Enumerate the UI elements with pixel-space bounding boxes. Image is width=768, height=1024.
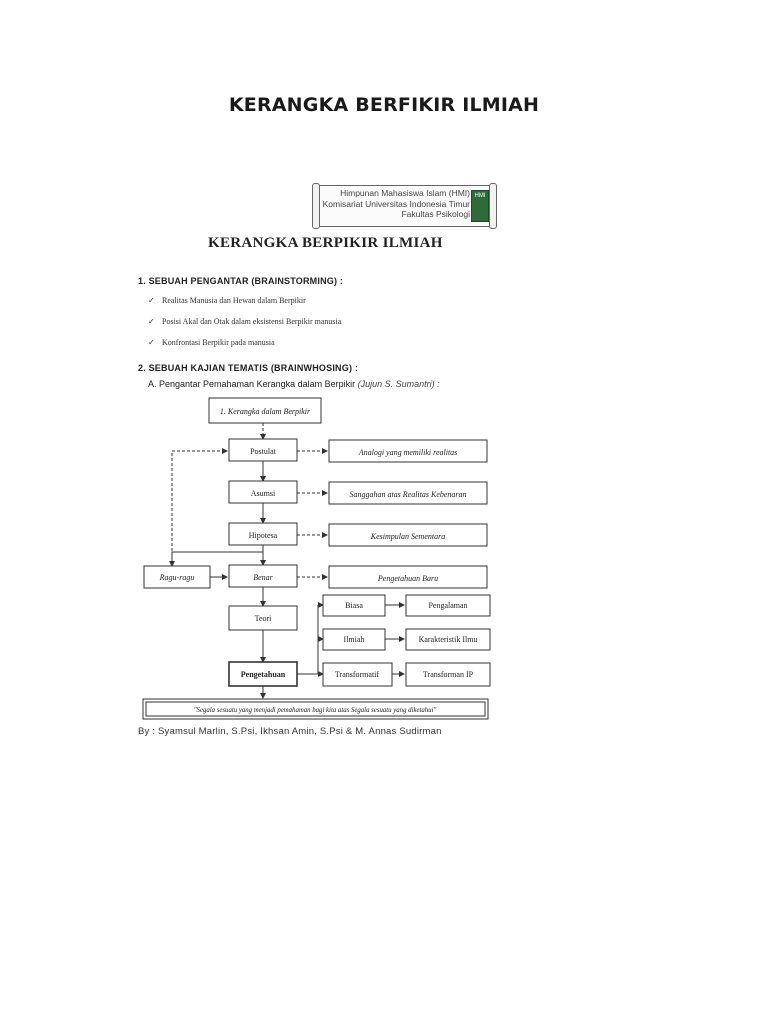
- page-title: KERANGKA BERFIKIR ILMIAH: [228, 94, 540, 116]
- label-asumsi-note: Sanggahan atas Realitas Kebenaran: [349, 490, 467, 499]
- label-pengetahuan: Pengetahuan: [240, 670, 286, 679]
- bullet-item: ✓ Posisi Akal dan Otak dalam eksistensi Berpikir manusia: [148, 317, 342, 326]
- section-2-title: 2. SEBUAH KAJIAN TEMATIS (BRAINWHOSING) :: [138, 363, 359, 373]
- check-icon: ✓: [148, 296, 155, 305]
- label-pengalaman: Pengalaman: [428, 601, 468, 610]
- bullet-item: ✓ Realitas Manusia dan Hewan dalam Berpikir: [148, 296, 306, 305]
- label-hipotesa-note: Kesimpulan Sementara: [370, 532, 446, 541]
- label-ilmiah: Ilmiah: [343, 635, 365, 644]
- document-heading: KERANGKA BERPIKIR ILMIAH: [208, 235, 443, 251]
- label-asumsi: Asumsi: [250, 489, 276, 498]
- label-benar-note: Pengetahuan Baru: [377, 574, 439, 583]
- label-transformatif: Transformatif: [334, 670, 380, 679]
- check-icon: ✓: [148, 338, 155, 347]
- label-postulat-note: Analogi yang memiliki realitas: [358, 448, 458, 457]
- section-2-subtitle: A. Pengantar Pemahaman Kerangka dalam Berpikir (Jujun S. Sumantri) :: [148, 379, 440, 389]
- organization-faculty: Fakultas Psikologi: [401, 209, 470, 219]
- label-hipotesa: Hipotesa: [248, 531, 278, 540]
- bullet-item: ✓ Konfrontasi Berpikir pada manusia: [148, 338, 275, 347]
- hmi-logo-icon: HMI: [471, 190, 489, 222]
- label-kerangka: 1. Kerangka dalam Berpikir: [219, 407, 311, 416]
- organization-branch: Komisariat Universitas Indonesia Timur: [322, 198, 470, 209]
- label-biasa: Biasa: [345, 601, 363, 610]
- label-karakteristik: Karakteristik Ilmu: [418, 635, 478, 644]
- label-benar: Benar: [253, 573, 273, 582]
- author-credit: By : Syamsul Marlin, S.Psi, Ikhsan Amin, S.Psi & M. Annas Sudirman: [138, 726, 442, 737]
- label-ragu: Ragu-ragu: [159, 573, 195, 582]
- organization-name: Himpunan Mahasiswa Islam (HMI): [340, 188, 470, 198]
- check-icon: ✓: [148, 317, 155, 326]
- section-1-title: 1. SEBUAH PENGANTAR (BRAINSTORMING) :: [138, 276, 344, 286]
- label-teori: Teori: [254, 614, 272, 623]
- label-postulat: Postulat: [250, 447, 276, 456]
- label-quote: "Segala sesuatu yang menjadi pemahaman bagi kita atas Segala sesuatu yang diketahui": [193, 707, 437, 714]
- label-transforman: Transforman IP: [422, 670, 474, 679]
